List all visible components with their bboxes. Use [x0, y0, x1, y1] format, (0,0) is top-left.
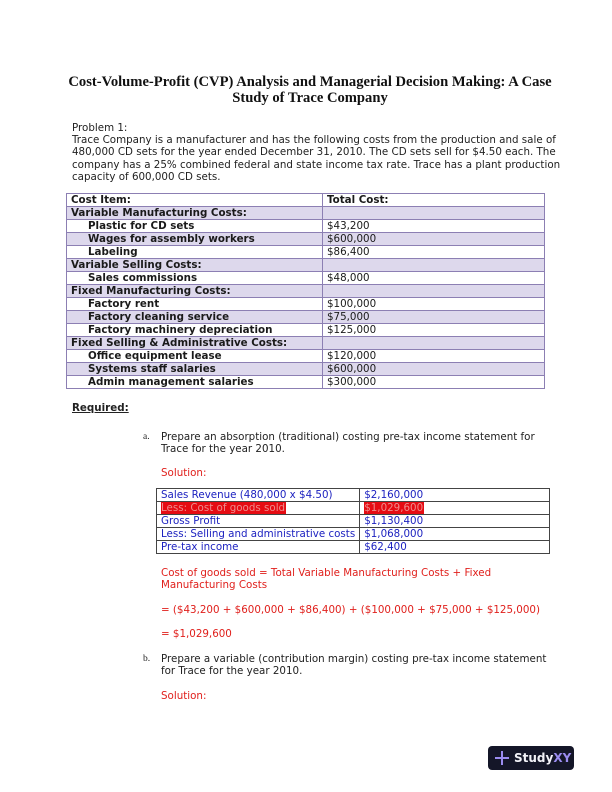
cost-table-header [67, 194, 545, 207]
cost-value: $120,000 [323, 350, 545, 363]
cost-value [323, 285, 545, 298]
cost-line-row [67, 298, 545, 311]
cost-category-row [67, 207, 545, 220]
income-row [157, 489, 550, 502]
plus-icon [495, 751, 509, 765]
cost-line-row [67, 311, 545, 324]
brand-name [514, 751, 571, 765]
cost-value: $300,000 [323, 376, 545, 389]
cost-line-row [67, 376, 545, 389]
problem-intro [72, 122, 562, 183]
income-label-cell [157, 489, 360, 502]
income-label-cell [157, 502, 360, 515]
cost-line-row [67, 350, 545, 363]
income-label: Gross Profit [161, 515, 221, 527]
cost-value: $600,000 [323, 363, 545, 376]
cost-value: $600,000 [323, 233, 545, 246]
cost-item: Factory rent [67, 298, 323, 311]
cost-line-row [67, 246, 545, 259]
cost-item: Office equipment lease [67, 350, 323, 363]
cost-value [323, 337, 545, 350]
income-label-cell [157, 515, 360, 528]
cost-item: Systems staff salaries [67, 363, 323, 376]
cost-value: $43,200 [323, 220, 545, 233]
cost-item: Sales commissions [67, 272, 323, 285]
document-title: Cost-Volume-Profit (CVP) Analysis and Managerial Decision Making: A Case Study of Trace Company [68, 74, 552, 106]
cost-item: Variable Selling Costs: [67, 259, 323, 272]
cost-item: Labeling [67, 246, 323, 259]
income-label: Less: Cost of goods sold [161, 502, 286, 514]
income-value: $1,029,600 [364, 502, 424, 514]
income-row [157, 541, 550, 554]
item-marker: b. [143, 654, 151, 664]
cost-item: Variable Manufacturing Costs: [67, 207, 323, 220]
cost-value: $75,000 [323, 311, 545, 324]
income-value-cell [360, 502, 550, 515]
problem-text: Trace Company is a manufacturer and has the following costs from the production and sale of 480,000 CD sets for the year ended December 31, 2010. The CD sets sell for $4.50 each. The company has a 25% combined federal and state income tax rate. Trace has a plant production capacity of 600,000 CD sets. [72, 134, 561, 183]
item-marker: a. [143, 432, 150, 442]
required-item-a [143, 431, 553, 456]
cost-item: Admin management salaries [67, 376, 323, 389]
income-value-cell [360, 541, 550, 554]
income-value: $1,130,400 [364, 515, 424, 527]
cost-value [323, 259, 545, 272]
cost-item: Fixed Manufacturing Costs: [67, 285, 323, 298]
income-label: Less: Selling and administrative costs [161, 528, 356, 540]
header-total-cost: Total Cost: [323, 194, 545, 207]
income-row [157, 515, 550, 528]
cogs-result: = $1,029,600 [161, 628, 232, 640]
income-label: Sales Revenue (480,000 x $4.50) [161, 489, 333, 501]
cost-line-row [67, 233, 545, 246]
cost-line-row [67, 272, 545, 285]
cost-category-row [67, 285, 545, 298]
required-heading: Required: [72, 402, 129, 414]
problem-label: Problem 1: [72, 122, 128, 134]
cost-item: Wages for assembly workers [67, 233, 323, 246]
cost-line-row [67, 363, 545, 376]
item-text: Prepare a variable (contribution margin) costing pre-tax income statement for Trace for the year 2010. [161, 653, 547, 678]
income-label-cell [157, 528, 360, 541]
brand-prefix: Study [514, 751, 554, 765]
header-cost-item: Cost Item: [67, 194, 323, 207]
cost-value [323, 207, 545, 220]
cost-category-row [67, 259, 545, 272]
cost-table [66, 193, 545, 389]
cost-category-row [67, 337, 545, 350]
income-label: Pre-tax income [161, 541, 239, 553]
income-value-cell [360, 528, 550, 541]
cogs-expression: = ($43,200 + $600,000 + $86,400) + ($100,000 + $75,000 + $125,000) [161, 604, 540, 616]
income-value-cell [360, 489, 550, 502]
income-row [157, 502, 550, 515]
cogs-definition-text: Cost of goods sold = Total Variable Manufacturing Costs + Fixed Manufacturing Costs [161, 567, 492, 592]
cost-value: $48,000 [323, 272, 545, 285]
cost-value: $100,000 [323, 298, 545, 311]
solution-label-a: Solution: [161, 467, 207, 479]
cost-item: Fixed Selling & Administrative Costs: [67, 337, 323, 350]
cost-value: $125,000 [323, 324, 545, 337]
cost-item: Plastic for CD sets [67, 220, 323, 233]
cogs-definition [161, 567, 551, 591]
income-statement-table [156, 488, 550, 554]
required-item-b [143, 653, 553, 678]
cost-line-row [67, 220, 545, 233]
income-value: $2,160,000 [364, 489, 424, 501]
income-row [157, 528, 550, 541]
brand-suffix: XY [553, 751, 572, 765]
cost-item: Factory machinery depreciation [67, 324, 323, 337]
income-value-cell [360, 515, 550, 528]
income-value: $62,400 [364, 541, 407, 553]
solution-label-b: Solution: [161, 690, 207, 702]
income-value: $1,068,000 [364, 528, 424, 540]
cost-line-row [67, 324, 545, 337]
cost-item: Factory cleaning service [67, 311, 323, 324]
item-text: Prepare an absorption (traditional) costing pre-tax income statement for Trace for the year 2010. [161, 431, 535, 456]
studyxy-watermark[interactable] [488, 746, 574, 770]
income-label-cell [157, 541, 360, 554]
cost-value: $86,400 [323, 246, 545, 259]
